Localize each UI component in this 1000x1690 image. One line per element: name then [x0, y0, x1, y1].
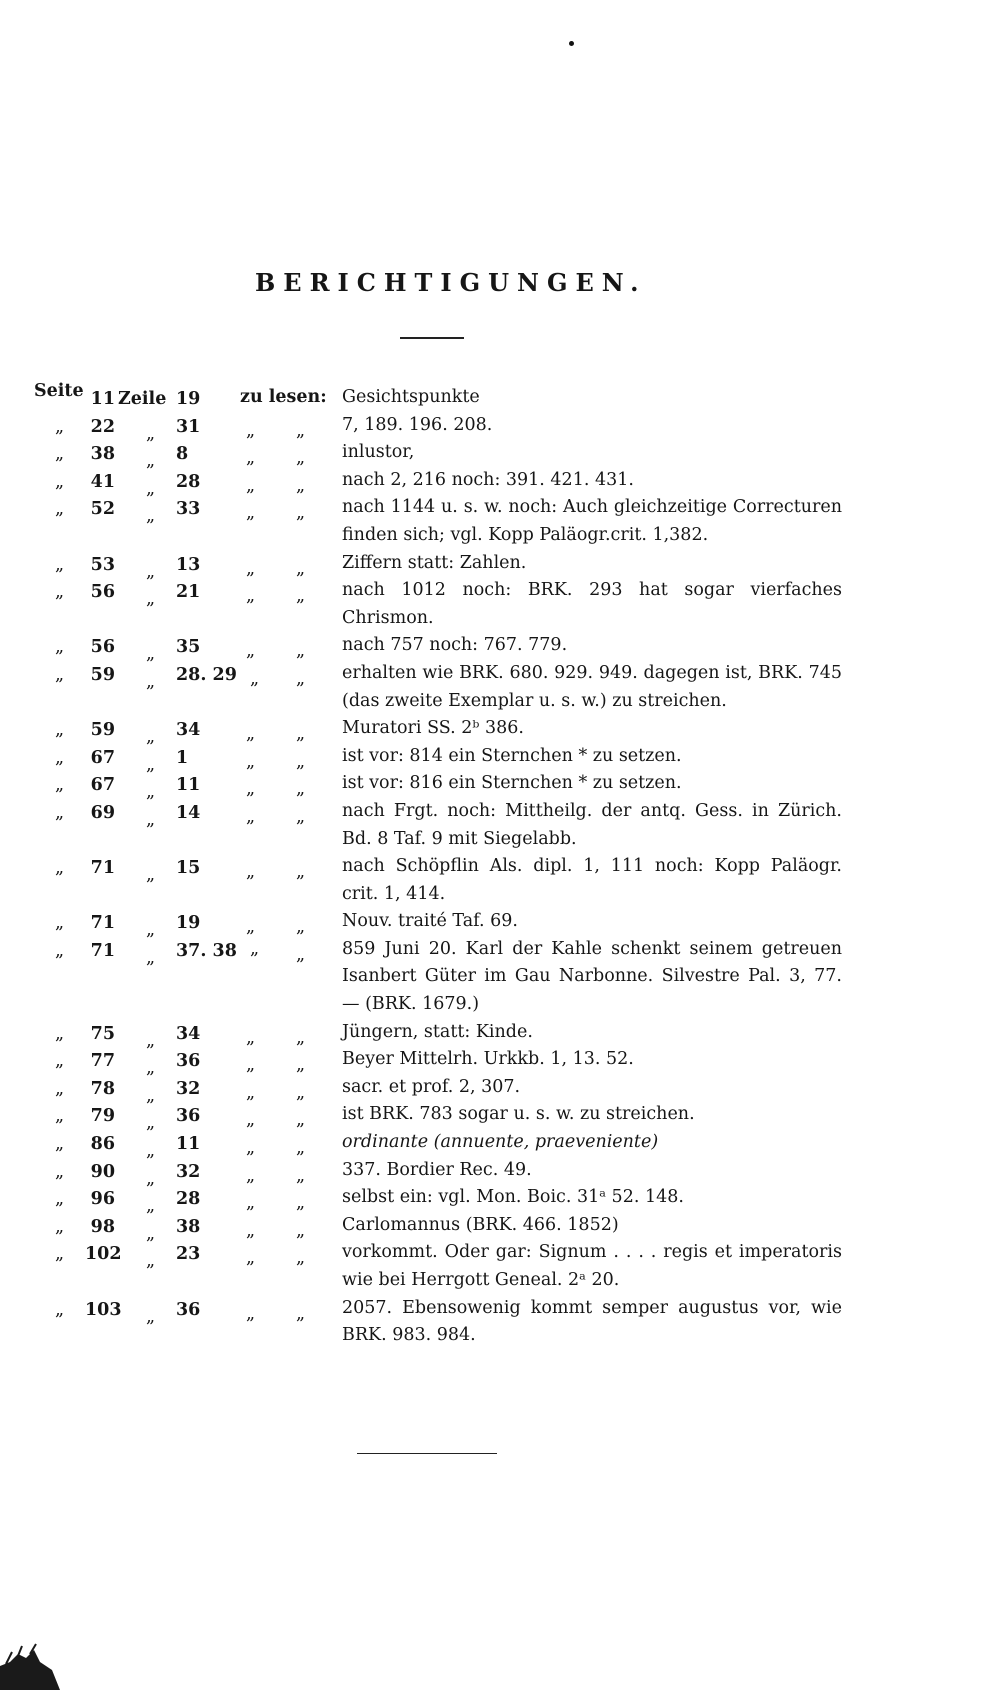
ditto-mark: „: [246, 1165, 256, 1186]
ditto-mark: „: [55, 1161, 65, 1182]
page-ref: 98: [90, 1216, 115, 1237]
ditto-mark: „: [296, 420, 306, 441]
correction-text: Gesichtspunkte: [342, 387, 480, 407]
correction-entry: [0, 908, 1000, 941]
correction-text: Ziffern statt: Zahlen.: [342, 552, 527, 573]
ditto-mark: „: [296, 448, 306, 469]
line-ref: 13: [176, 554, 201, 575]
ditto-mark: „: [55, 1106, 65, 1127]
ditto-mark: „: [296, 751, 306, 772]
ditto-mark: „: [146, 561, 156, 582]
ditto-mark: „: [296, 1055, 306, 1076]
line-ref: 38: [176, 1216, 201, 1237]
correction-entry: [0, 798, 1000, 853]
ditto-mark: „: [146, 1030, 156, 1051]
ditto-mark: „: [146, 920, 156, 941]
ditto-mark: „: [55, 1299, 65, 1320]
ditto-mark: „: [296, 1027, 306, 1048]
ditto-mark: „: [246, 1138, 256, 1159]
ditto-mark: „: [55, 913, 65, 934]
line-ref: 36: [176, 1299, 201, 1320]
ditto-mark: „: [296, 779, 306, 800]
ditto-mark: „: [246, 1082, 256, 1103]
ditto-mark: „: [296, 1193, 306, 1214]
line-ref: 19: [176, 913, 201, 934]
line-ref: 8: [176, 444, 189, 465]
line-ref: 21: [176, 582, 201, 603]
correction-entry: [0, 1212, 1000, 1244]
correction-entry: [0, 660, 1000, 715]
ditto-mark: „: [146, 1251, 156, 1272]
line-ref: 35: [176, 637, 201, 658]
ditto-mark: „: [146, 1141, 156, 1162]
ditto-mark: „: [146, 727, 156, 748]
line-ref: 28. 29: [176, 664, 237, 685]
ditto-mark: „: [55, 858, 65, 879]
ditto-mark: „: [296, 944, 306, 965]
page-ref: 69: [90, 802, 115, 823]
ditto-mark: „: [296, 641, 306, 662]
page-ref: 78: [90, 1078, 115, 1099]
ditto-mark: „: [146, 644, 156, 665]
ditto-mark: „: [146, 947, 156, 968]
ditto-mark: „: [146, 754, 156, 775]
page-ref: 90: [90, 1161, 115, 1182]
ditto-mark: „: [296, 862, 306, 883]
ditto-mark: „: [55, 664, 65, 685]
ditto-mark: „: [246, 806, 256, 827]
page-ref: 86: [90, 1134, 115, 1155]
ditto-mark: „: [246, 448, 256, 469]
correction-text: Beyer Mittelrh. Urkkb. 1, 13. 52.: [342, 1049, 634, 1070]
line-ref: 34: [176, 1023, 201, 1044]
page-ref: 103: [85, 1299, 122, 1320]
correction-text: Jüngern, statt: Kinde.: [342, 1021, 533, 1042]
page-ref: 53: [90, 554, 115, 575]
ditto-mark: „: [146, 423, 156, 444]
seite-label: Seite: [34, 381, 84, 401]
correction-text: nach 2, 216 noch: 391. 421. 431.: [342, 469, 634, 490]
ditto-mark: „: [55, 720, 65, 741]
correction-entry: [0, 467, 1000, 499]
correction-entry: [0, 1184, 1000, 1217]
ditto-mark: „: [55, 471, 65, 492]
correction-entry: [0, 743, 1000, 775]
ditto-mark: „: [55, 444, 65, 465]
ditto-mark: „: [246, 779, 256, 800]
ditto-mark: „: [246, 751, 256, 772]
page-ref: 59: [90, 720, 115, 741]
correction-entry: [0, 577, 1000, 632]
page-ref: 41: [90, 471, 115, 492]
ditto-mark: „: [246, 558, 256, 579]
page-ref: 67: [90, 747, 115, 768]
correction-entry: [0, 936, 1000, 1019]
page-ref: 77: [90, 1051, 115, 1072]
line-ref: 36: [176, 1106, 201, 1127]
correction-text: vorkommt. Oder gar: Signum . . . . regis et imperatoris wie bei Herrgott Geneal. 2ᵃ 20.: [342, 1242, 842, 1290]
correction-entry: [0, 1019, 1000, 1051]
ditto-mark: „: [296, 806, 306, 827]
ditto-mark: „: [246, 1248, 256, 1269]
page-ref: 22: [90, 416, 115, 437]
line-ref: 11: [176, 775, 201, 796]
page-ref: 75: [90, 1023, 115, 1044]
correction-text: Carlomannus (BRK. 466. 1852): [342, 1214, 619, 1235]
correction-entry: [0, 494, 1000, 549]
correction-entry: [0, 853, 1000, 908]
line-ref: 1: [176, 747, 189, 768]
correction-text: Muratori SS. 2ᵇ 386.: [342, 718, 524, 739]
line-ref: 28: [176, 471, 201, 492]
ditto-mark: „: [146, 865, 156, 886]
line-ref: 32: [176, 1078, 201, 1099]
ditto-mark: „: [55, 1189, 65, 1210]
zu-lesen-label: zu lesen:: [240, 387, 327, 407]
ditto-mark: „: [146, 1085, 156, 1106]
correction-text: inlustor,: [342, 442, 415, 463]
line-ref: 19: [176, 389, 201, 409]
zeile-label: Zeile: [118, 389, 167, 409]
ditto-mark: „: [296, 1082, 306, 1103]
line-ref: 11: [176, 1134, 201, 1155]
page-ref: 102: [85, 1244, 122, 1265]
correction-entry: [0, 1157, 1000, 1189]
ditto-mark: „: [296, 558, 306, 579]
ditto-mark: „: [246, 586, 256, 607]
page-title: BERICHTIGUNGEN.: [255, 268, 647, 297]
ditto-mark: „: [55, 775, 65, 796]
ditto-mark: „: [296, 1303, 306, 1324]
ditto-mark: „: [246, 724, 256, 745]
ditto-mark: „: [55, 1023, 65, 1044]
ditto-mark: „: [146, 1058, 156, 1079]
line-ref: 23: [176, 1244, 201, 1265]
ditto-mark: „: [296, 1220, 306, 1241]
closing-rule: [357, 1453, 497, 1454]
ditto-mark: „: [296, 1248, 306, 1269]
ditto-mark: „: [246, 1055, 256, 1076]
ditto-mark: „: [146, 671, 156, 692]
ditto-mark: „: [55, 802, 65, 823]
line-ref: 14: [176, 802, 201, 823]
correction-text: selbst ein: vgl. Mon. Boic. 31ᵃ 52. 148.: [342, 1187, 684, 1208]
ditto-mark: „: [146, 1223, 156, 1244]
ink-smudge-icon: [0, 1640, 60, 1690]
page-ref: 67: [90, 775, 115, 796]
ditto-mark: „: [246, 1303, 256, 1324]
ditto-mark: „: [246, 475, 256, 496]
page-ref: 71: [90, 940, 115, 961]
ditto-mark: „: [55, 1078, 65, 1099]
page-ref: 71: [90, 913, 115, 934]
correction-text: nach Frgt. noch: Mittheilg. der antq. Gess. in Zürich. Bd. 8 Taf. 9 mit Siegelabb.: [342, 800, 842, 849]
correction-entry: [0, 1074, 1000, 1106]
correction-text: 7, 189. 196. 208.: [342, 414, 493, 435]
line-ref: 34: [176, 720, 201, 741]
ditto-mark: „: [246, 862, 256, 883]
correction-text: 2057. Ebensowenig kommt semper augustus vor, wie BRK. 983. 984.: [342, 1297, 842, 1346]
ditto-mark: „: [296, 1165, 306, 1186]
page-ref: 59: [90, 664, 115, 685]
ditto-mark: „: [55, 582, 65, 603]
correction-entry: [0, 770, 1000, 803]
ditto-mark: „: [55, 1244, 65, 1265]
ditto-mark: „: [246, 917, 256, 938]
correction-entry: [0, 1295, 1000, 1350]
correction-entry: [0, 715, 1000, 748]
page-ref: 79: [90, 1106, 115, 1127]
line-ref: 28: [176, 1189, 201, 1210]
ditto-mark: „: [246, 1027, 256, 1048]
correction-entry: [0, 381, 1000, 412]
ditto-mark: „: [246, 641, 256, 662]
ditto-mark: „: [146, 1113, 156, 1134]
correction-text: nach 1144 u. s. w. noch: Auch gleichzeitige Correcturen finden sich; vgl. Kopp Paläogr.crit. 1,382.: [342, 497, 842, 545]
correction-text: ist vor: 814 ein Sternchen * zu setzen.: [342, 745, 682, 766]
correction-entry: [0, 1101, 1000, 1134]
correction-text: erhalten wie BRK. 680. 929. 949. dagegen ist, BRK. 745 (das zweite Exemplar u. s. w.) zu streichen.: [342, 662, 842, 711]
correction-entry: [0, 1239, 1000, 1294]
correction-text: ist vor: 816 ein Sternchen * zu setzen.: [342, 773, 682, 794]
ditto-mark: „: [146, 782, 156, 803]
ditto-mark: „: [250, 668, 260, 689]
ditto-mark: „: [55, 1134, 65, 1155]
ditto-mark: „: [296, 1110, 306, 1131]
ditto-mark: „: [146, 506, 156, 527]
correction-text: nach 1012 noch: BRK. 293 hat sogar vierfaches Chrismon.: [342, 580, 842, 628]
correction-text: 337. Bordier Rec. 49.: [342, 1159, 532, 1180]
correction-entry: [0, 412, 1000, 444]
ditto-mark: „: [246, 420, 256, 441]
ditto-mark: „: [246, 1110, 256, 1131]
ditto-mark: „: [296, 724, 306, 745]
correction-text: sacr. et prof. 2, 307.: [342, 1076, 521, 1097]
line-ref: 32: [176, 1161, 201, 1182]
correction-text: ordinante (annuente, praeveniente): [342, 1132, 659, 1153]
page-ref: 56: [90, 582, 115, 603]
corrections-list: [0, 381, 1000, 1350]
page-ref: 38: [90, 444, 115, 465]
ink-speck: [569, 41, 574, 46]
correction-entry: [0, 1046, 1000, 1079]
correction-entry: [0, 1129, 1000, 1162]
line-ref: 33: [176, 499, 201, 520]
line-ref: 31: [176, 416, 201, 437]
correction-entry: [0, 550, 1000, 582]
ditto-mark: „: [55, 416, 65, 437]
ditto-mark: „: [55, 747, 65, 768]
ditto-mark: „: [55, 1051, 65, 1072]
ditto-mark: „: [55, 1216, 65, 1237]
ditto-mark: „: [296, 917, 306, 938]
ditto-mark: „: [55, 499, 65, 520]
correction-text: ist BRK. 783 sogar u. s. w. zu streichen.: [342, 1104, 695, 1125]
correction-text: nach 757 noch: 767. 779.: [342, 635, 568, 656]
correction-text: nach Schöpflin Als. dipl. 1, 111 noch: Kopp Paläogr. crit. 1, 414.: [342, 856, 842, 904]
correction-entry: [0, 439, 1000, 472]
ditto-mark: „: [296, 475, 306, 496]
page-ref: 56: [90, 637, 115, 658]
ditto-mark: „: [146, 1196, 156, 1217]
ditto-mark: „: [146, 1306, 156, 1327]
ditto-mark: „: [146, 1168, 156, 1189]
ditto-mark: „: [296, 1138, 306, 1159]
ditto-mark: „: [146, 589, 156, 610]
ditto-mark: „: [246, 503, 256, 524]
title-rule: [400, 337, 464, 339]
ditto-mark: „: [146, 809, 156, 830]
page-ref: 11: [90, 389, 115, 409]
correction-entry: [0, 632, 1000, 665]
ditto-mark: „: [55, 554, 65, 575]
line-ref: 15: [176, 858, 201, 879]
ditto-mark: „: [146, 478, 156, 499]
page-ref: 96: [90, 1189, 115, 1210]
line-ref: 36: [176, 1051, 201, 1072]
correction-text: Nouv. traité Taf. 69.: [342, 911, 518, 932]
page-ref: 52: [90, 499, 115, 520]
ditto-mark: „: [55, 637, 65, 658]
ditto-mark: „: [250, 938, 260, 959]
ditto-mark: „: [296, 586, 306, 607]
page-ref: 71: [90, 858, 115, 879]
correction-text: 859 Juni 20. Karl der Kahle schenkt seinem getreuen Isanbert Güter im Gau Narbonne. Silvestre Pal. 3, 77. — (BRK. 1679.): [342, 938, 842, 1015]
ditto-mark: „: [296, 668, 306, 689]
ditto-mark: „: [246, 1193, 256, 1214]
ditto-mark: „: [296, 503, 306, 524]
ditto-mark: „: [246, 1220, 256, 1241]
ditto-mark: „: [55, 940, 65, 961]
line-ref: 37. 38: [176, 940, 237, 961]
ditto-mark: „: [146, 451, 156, 472]
